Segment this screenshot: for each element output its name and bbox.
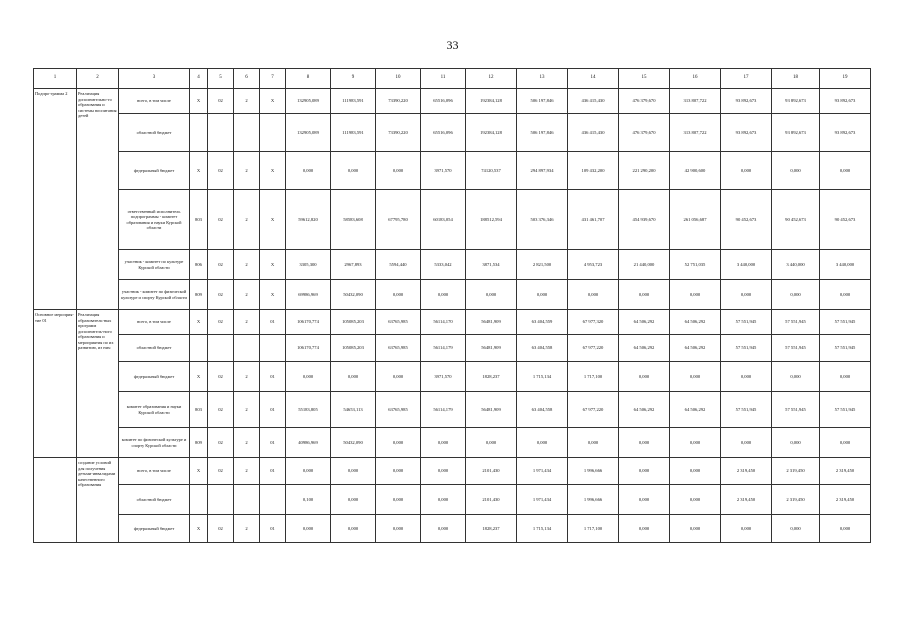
- value-cell: 67 977,320: [568, 310, 619, 335]
- value-cell: 1 717,100: [568, 362, 619, 392]
- value-cell: 0,000: [619, 458, 670, 485]
- name-cell: Реализация образователь-ных программ дополнитель-ного образования и мероприятия по их развитию, из них:: [77, 310, 119, 458]
- value-cell: 0,000: [286, 362, 331, 392]
- value-cell: 0,000: [331, 362, 376, 392]
- column-number: 11: [421, 69, 466, 89]
- value-cell: 192384,128: [466, 89, 517, 114]
- value-cell: 506 197,846: [517, 114, 568, 152]
- value-cell: 0,000: [376, 515, 421, 543]
- status-cell: [34, 458, 77, 543]
- table-row: [34, 89, 871, 114]
- value-cell: 50432,090: [331, 428, 376, 458]
- value-cell: 1828,237: [466, 362, 517, 392]
- value-cell: 2 319,450: [772, 485, 820, 515]
- value-cell: 65516,096: [421, 114, 466, 152]
- source-cell: федеральный бюджет: [119, 152, 190, 190]
- status-cell: Основное мероприя-тие 01: [34, 310, 77, 458]
- value-cell: 0,000: [376, 362, 421, 392]
- table-row: [34, 190, 871, 250]
- table-row: [34, 515, 871, 543]
- grbs-cell: Х: [190, 310, 208, 335]
- grbs-cell: Х: [190, 152, 208, 190]
- value-cell: 1 996,666: [568, 485, 619, 515]
- value-cell: 105085,203: [331, 310, 376, 335]
- cs-cell: 01: [260, 392, 286, 428]
- value-cell: 63 404,558: [517, 335, 568, 362]
- grbs-cell: 806: [190, 250, 208, 280]
- column-number: 18: [772, 69, 820, 89]
- value-cell: 0,000: [331, 458, 376, 485]
- value-cell: 4 953,723: [568, 250, 619, 280]
- value-cell: 0,000: [376, 152, 421, 190]
- value-cell: 59612,820: [286, 190, 331, 250]
- value-cell: 56114,179: [421, 392, 466, 428]
- value-cell: 0,000: [619, 428, 670, 458]
- column-number: 8: [286, 69, 331, 89]
- grbs-cell: [190, 114, 208, 152]
- value-cell: 64 506,292: [670, 310, 721, 335]
- value-cell: 3 440,000: [820, 250, 871, 280]
- source-cell: федеральный бюджет: [119, 515, 190, 543]
- source-cell: комитет по физической культуре и спорту Курской области: [119, 428, 190, 458]
- value-cell: 0,000: [721, 515, 772, 543]
- cs-cell: [260, 114, 286, 152]
- rz-cell: [208, 335, 234, 362]
- source-cell: ответственный исполнитель подпрограммы - комитет образования и науки Курской области: [119, 190, 190, 250]
- value-cell: 3871,534: [466, 250, 517, 280]
- value-cell: 0,000: [772, 428, 820, 458]
- grbs-cell: Х: [190, 89, 208, 114]
- value-cell: 63765,985: [376, 310, 421, 335]
- value-cell: 3 440,000: [772, 250, 820, 280]
- value-cell: 0,000: [421, 485, 466, 515]
- rz-cell: 02: [208, 515, 234, 543]
- value-cell: 60183,054: [421, 190, 466, 250]
- rz-cell: [208, 114, 234, 152]
- value-cell: 1 715,134: [517, 515, 568, 543]
- column-number: 4: [190, 69, 208, 89]
- value-cell: 63 404,558: [517, 392, 568, 428]
- table-row: [34, 250, 871, 280]
- grbs-cell: 809: [190, 428, 208, 458]
- value-cell: 0,000: [820, 515, 871, 543]
- column-number: 9: [331, 69, 376, 89]
- value-cell: 0,000: [376, 458, 421, 485]
- grbs-cell: 803: [190, 392, 208, 428]
- value-cell: 313 807,722: [670, 89, 721, 114]
- value-cell: 93 892,673: [820, 89, 871, 114]
- value-cell: 57 551,945: [721, 310, 772, 335]
- value-cell: 188512,594: [466, 190, 517, 250]
- value-cell: 57 551,945: [820, 310, 871, 335]
- value-cell: 1 717,100: [568, 515, 619, 543]
- value-cell: 313 807,722: [670, 114, 721, 152]
- value-cell: 67 977,220: [568, 335, 619, 362]
- value-cell: 63 404,559: [517, 310, 568, 335]
- value-cell: 58583,608: [331, 190, 376, 250]
- rz-cell: [208, 485, 234, 515]
- rz-cell: 02: [208, 280, 234, 310]
- value-cell: 0,000: [619, 485, 670, 515]
- source-cell: участник - комитет по физической культуре и спорту Курской области: [119, 280, 190, 310]
- cs-cell: 01: [260, 458, 286, 485]
- rz-cell: 02: [208, 392, 234, 428]
- value-cell: 57 551,945: [772, 335, 820, 362]
- table-row: [34, 392, 871, 428]
- value-cell: 192384,128: [466, 114, 517, 152]
- value-cell: 0,000: [286, 515, 331, 543]
- value-cell: 64 506,292: [670, 335, 721, 362]
- value-cell: 55183,805: [286, 392, 331, 428]
- value-cell: 74120,537: [466, 152, 517, 190]
- table-row: [34, 310, 871, 335]
- value-cell: 2 319,450: [772, 458, 820, 485]
- pr-cell: [234, 335, 260, 362]
- cs-cell: Х: [260, 89, 286, 114]
- value-cell: 0,000: [670, 515, 721, 543]
- column-number: 19: [820, 69, 871, 89]
- value-cell: 1 715,134: [517, 362, 568, 392]
- value-cell: 0,000: [670, 458, 721, 485]
- value-cell: 2 319,450: [820, 458, 871, 485]
- value-cell: 3971,570: [421, 152, 466, 190]
- budget-table: [33, 68, 871, 543]
- cs-cell: Х: [260, 152, 286, 190]
- source-cell: всего, в том числе: [119, 310, 190, 335]
- value-cell: 2 319,450: [721, 485, 772, 515]
- grbs-cell: [190, 485, 208, 515]
- grbs-cell: Х: [190, 515, 208, 543]
- cs-cell: 01: [260, 362, 286, 392]
- column-number: 10: [376, 69, 421, 89]
- value-cell: 2 319,450: [721, 458, 772, 485]
- value-cell: 221 290,200: [619, 152, 670, 190]
- value-cell: 1 971,434: [517, 458, 568, 485]
- value-cell: 73390,220: [376, 89, 421, 114]
- table-row: [34, 280, 871, 310]
- column-number: 13: [517, 69, 568, 89]
- value-cell: 0,000: [517, 280, 568, 310]
- value-cell: 50432,090: [331, 280, 376, 310]
- column-number-row: [34, 69, 871, 89]
- value-cell: 65516,096: [421, 89, 466, 114]
- value-cell: 57 551,945: [820, 335, 871, 362]
- table-row: [34, 114, 871, 152]
- value-cell: 105085,203: [331, 335, 376, 362]
- value-cell: 42 900,600: [670, 152, 721, 190]
- pr-cell: [234, 114, 260, 152]
- source-cell: всего, в том числе: [119, 458, 190, 485]
- value-cell: 56481,909: [466, 392, 517, 428]
- value-cell: 57 551,945: [772, 310, 820, 335]
- pr-cell: 2: [234, 428, 260, 458]
- value-cell: 93 892,673: [721, 89, 772, 114]
- value-cell: 0,000: [376, 280, 421, 310]
- value-cell: 0,100: [286, 485, 331, 515]
- value-cell: 0,000: [286, 458, 331, 485]
- value-cell: 436 415,430: [568, 89, 619, 114]
- value-cell: 56481,909: [466, 335, 517, 362]
- value-cell: 73390,220: [376, 114, 421, 152]
- value-cell: 0,000: [820, 362, 871, 392]
- cs-cell: 01: [260, 428, 286, 458]
- rz-cell: 02: [208, 310, 234, 335]
- value-cell: 294 897,934: [517, 152, 568, 190]
- column-number: 1: [34, 69, 77, 89]
- value-cell: 0,000: [376, 428, 421, 458]
- column-number: 17: [721, 69, 772, 89]
- value-cell: 106170,774: [286, 335, 331, 362]
- value-cell: 57 551,945: [721, 392, 772, 428]
- value-cell: 2101,430: [466, 485, 517, 515]
- value-cell: 0,000: [772, 280, 820, 310]
- value-cell: 90 452,673: [820, 190, 871, 250]
- pr-cell: [234, 485, 260, 515]
- grbs-cell: Х: [190, 458, 208, 485]
- table-row: [34, 485, 871, 515]
- value-cell: 5333,042: [421, 250, 466, 280]
- value-cell: 0,000: [517, 428, 568, 458]
- cs-cell: 01: [260, 310, 286, 335]
- value-cell: 132905,089: [286, 89, 331, 114]
- value-cell: 0,000: [568, 280, 619, 310]
- column-number: 6: [234, 69, 260, 89]
- value-cell: 67795,780: [376, 190, 421, 250]
- table-row: [34, 362, 871, 392]
- value-cell: 0,000: [820, 152, 871, 190]
- value-cell: 57 551,945: [772, 392, 820, 428]
- pr-cell: 2: [234, 515, 260, 543]
- column-number: 3: [119, 69, 190, 89]
- value-cell: 1 971,434: [517, 485, 568, 515]
- column-number: 5: [208, 69, 234, 89]
- value-cell: 0,000: [772, 152, 820, 190]
- value-cell: 64 506,292: [670, 392, 721, 428]
- value-cell: 0,000: [619, 280, 670, 310]
- source-cell: всего, в том числе: [119, 89, 190, 114]
- cs-cell: Х: [260, 190, 286, 250]
- value-cell: 90 452,673: [721, 190, 772, 250]
- value-cell: 52 751,035: [670, 250, 721, 280]
- rz-cell: 02: [208, 250, 234, 280]
- grbs-cell: [190, 335, 208, 362]
- value-cell: 0,000: [721, 428, 772, 458]
- cs-cell: 01: [260, 515, 286, 543]
- value-cell: 0,000: [421, 515, 466, 543]
- value-cell: 67 977,220: [568, 392, 619, 428]
- value-cell: 5594,440: [376, 250, 421, 280]
- value-cell: 2101,430: [466, 458, 517, 485]
- value-cell: 0,000: [670, 362, 721, 392]
- table-row: [34, 458, 871, 485]
- rz-cell: 02: [208, 190, 234, 250]
- value-cell: 0,000: [331, 485, 376, 515]
- column-number: 12: [466, 69, 517, 89]
- value-cell: 0,000: [376, 485, 421, 515]
- value-cell: 0,000: [670, 428, 721, 458]
- pr-cell: 2: [234, 152, 260, 190]
- rz-cell: 02: [208, 458, 234, 485]
- value-cell: 0,000: [820, 428, 871, 458]
- value-cell: 111983,591: [331, 89, 376, 114]
- value-cell: 3971,570: [421, 362, 466, 392]
- name-cell: Реализация дополнительно-го образования и системы воспитания детей: [77, 89, 119, 310]
- grbs-cell: 803: [190, 190, 208, 250]
- value-cell: 0,000: [421, 458, 466, 485]
- value-cell: 111983,591: [331, 114, 376, 152]
- grbs-cell: 809: [190, 280, 208, 310]
- column-number: 16: [670, 69, 721, 89]
- value-cell: 63765,985: [376, 392, 421, 428]
- value-cell: 431 461,707: [568, 190, 619, 250]
- value-cell: 454 939,670: [619, 190, 670, 250]
- value-cell: 0,000: [721, 362, 772, 392]
- value-cell: 0,000: [331, 515, 376, 543]
- value-cell: 40986,969: [286, 428, 331, 458]
- value-cell: 3305,300: [286, 250, 331, 280]
- cs-cell: [260, 485, 286, 515]
- value-cell: 64 506,292: [619, 335, 670, 362]
- source-cell: областной бюджет: [119, 335, 190, 362]
- value-cell: 56114,179: [421, 335, 466, 362]
- value-cell: 0,000: [286, 152, 331, 190]
- rz-cell: 02: [208, 428, 234, 458]
- pr-cell: 2: [234, 458, 260, 485]
- column-number: 2: [77, 69, 119, 89]
- rz-cell: 02: [208, 152, 234, 190]
- value-cell: 0,000: [619, 515, 670, 543]
- value-cell: 3 440,000: [721, 250, 772, 280]
- pr-cell: 2: [234, 250, 260, 280]
- value-cell: 0,000: [421, 428, 466, 458]
- value-cell: 0,000: [670, 485, 721, 515]
- value-cell: 2 319,450: [820, 485, 871, 515]
- value-cell: 1828,237: [466, 515, 517, 543]
- source-cell: комитет образования и науки Курской области: [119, 392, 190, 428]
- value-cell: 0,000: [568, 428, 619, 458]
- value-cell: 0,000: [619, 362, 670, 392]
- value-cell: 261 056,687: [670, 190, 721, 250]
- value-cell: 0,000: [421, 280, 466, 310]
- source-cell: областной бюджет: [119, 114, 190, 152]
- value-cell: 506 197,846: [517, 89, 568, 114]
- status-cell: Подпро-грамма 2: [34, 89, 77, 310]
- value-cell: 56481,909: [466, 310, 517, 335]
- value-cell: 57 551,945: [721, 335, 772, 362]
- value-cell: 0,000: [721, 280, 772, 310]
- pr-cell: 2: [234, 89, 260, 114]
- value-cell: 63765,985: [376, 335, 421, 362]
- value-cell: 132905,089: [286, 114, 331, 152]
- value-cell: 93 892,673: [721, 114, 772, 152]
- value-cell: 0,000: [772, 362, 820, 392]
- value-cell: 476 379,670: [619, 114, 670, 152]
- cs-cell: [260, 335, 286, 362]
- cs-cell: Х: [260, 280, 286, 310]
- value-cell: 2967,893: [331, 250, 376, 280]
- value-cell: 106170,774: [286, 310, 331, 335]
- page-number: 33: [446, 38, 459, 52]
- pr-cell: 2: [234, 190, 260, 250]
- value-cell: 0,000: [820, 280, 871, 310]
- value-cell: 93 892,673: [772, 89, 820, 114]
- value-cell: 69986,969: [286, 280, 331, 310]
- value-cell: 64 506,292: [619, 310, 670, 335]
- table-row: [34, 335, 871, 362]
- value-cell: 109 432,200: [568, 152, 619, 190]
- value-cell: 0,000: [331, 152, 376, 190]
- name-cell: создание условий для получения детьми-инвалидами качественного образования: [77, 458, 119, 543]
- value-cell: 0,000: [466, 280, 517, 310]
- pr-cell: 2: [234, 280, 260, 310]
- value-cell: 436 415,430: [568, 114, 619, 152]
- value-cell: 0,000: [721, 152, 772, 190]
- source-cell: федеральный бюджет: [119, 362, 190, 392]
- value-cell: 93 892,673: [820, 114, 871, 152]
- value-cell: 0,000: [772, 515, 820, 543]
- table-row: [34, 152, 871, 190]
- value-cell: 57 551,945: [820, 392, 871, 428]
- pr-cell: 2: [234, 310, 260, 335]
- value-cell: 54653,113: [331, 392, 376, 428]
- value-cell: 90 452,673: [772, 190, 820, 250]
- value-cell: 93 892,673: [772, 114, 820, 152]
- source-cell: областной бюджет: [119, 485, 190, 515]
- column-number: 15: [619, 69, 670, 89]
- column-number: 14: [568, 69, 619, 89]
- value-cell: 21 440,000: [619, 250, 670, 280]
- value-cell: 0,000: [466, 428, 517, 458]
- rz-cell: 02: [208, 89, 234, 114]
- source-cell: участник - комитет по культуре Курской области: [119, 250, 190, 280]
- value-cell: 64 506,292: [619, 392, 670, 428]
- column-number: 7: [260, 69, 286, 89]
- pr-cell: 2: [234, 362, 260, 392]
- pr-cell: 2: [234, 392, 260, 428]
- value-cell: 0,000: [670, 280, 721, 310]
- value-cell: 503 376,346: [517, 190, 568, 250]
- value-cell: 56114,170: [421, 310, 466, 335]
- rz-cell: 02: [208, 362, 234, 392]
- value-cell: 2 821,500: [517, 250, 568, 280]
- value-cell: 476 379,670: [619, 89, 670, 114]
- cs-cell: Х: [260, 250, 286, 280]
- value-cell: 1 996,666: [568, 458, 619, 485]
- grbs-cell: Х: [190, 362, 208, 392]
- table-row: [34, 428, 871, 458]
